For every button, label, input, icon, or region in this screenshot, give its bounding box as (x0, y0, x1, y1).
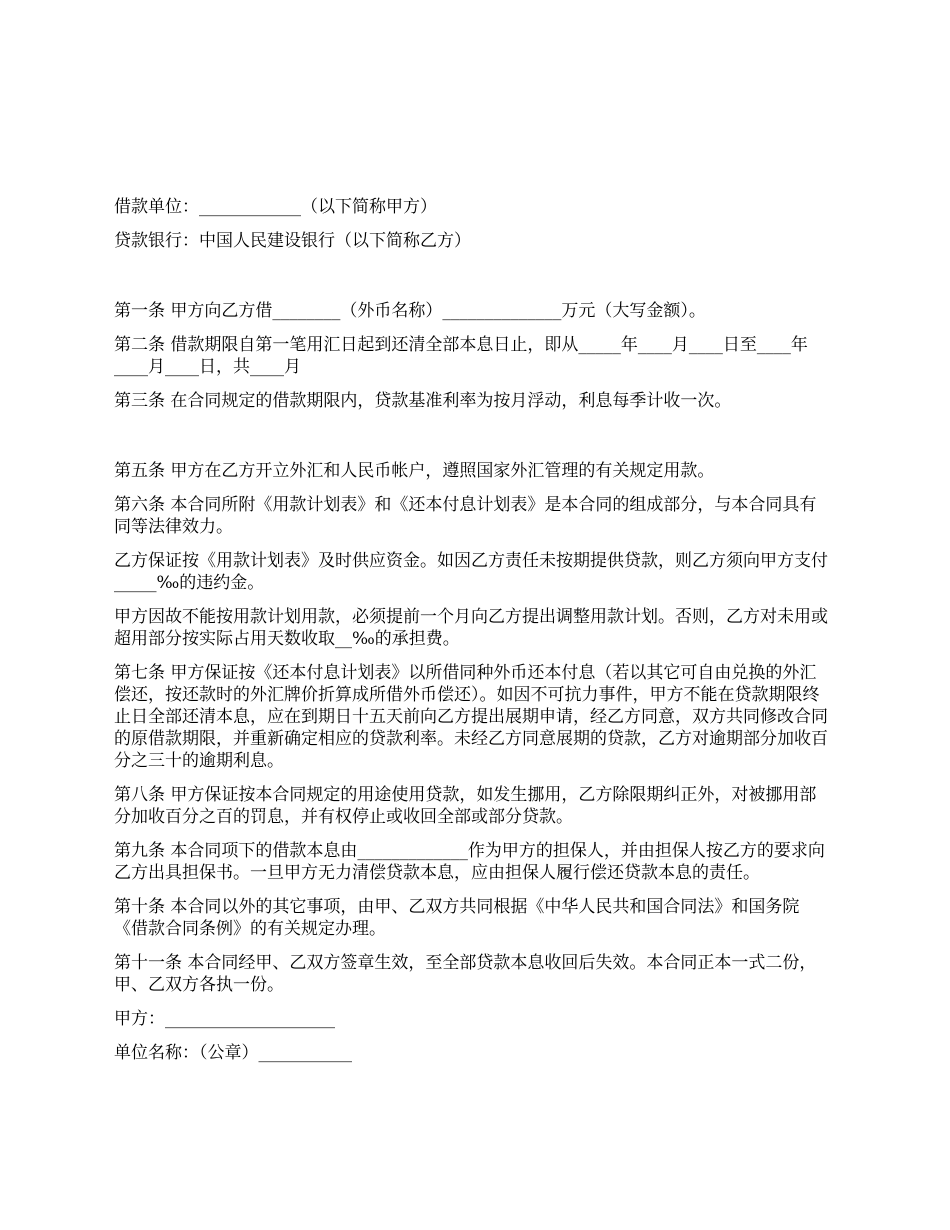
article-10: 第十条 本合同以外的其它事项，由甲、乙双方共同根据《中华人民共和国合同法》和国务院《借款合同条例》的有关规定办理。 (114, 897, 800, 939)
party-a-signature: 甲方：____________________ (114, 1009, 335, 1029)
article-6: 第六条 本合同所附《用款计划表》和《还本付息计划表》是本合同的组成部分，与本合同具有同等法律效力。 (114, 495, 817, 537)
article-11: 第十一条 本合同经甲、乙双方签章生效，至全部贷款本息收回后失效。本合同正本一式二份，甲、乙双方各执一份。 (114, 953, 817, 995)
contract-body (114, 196, 832, 1076)
unit-name-seal: 单位名称：（公章）___________ (114, 1043, 352, 1063)
article-6-paragraph-3: 甲方因故不能按用款计划用款，必须提前一个月向乙方提出调整用款计划。否则，乙方对未用或超用部分按实际占用天数收取__‰的承担费。 (114, 607, 828, 649)
article-8: 第八条 甲方保证按本合同规定的用途使用贷款，如发生挪用，乙方除限期纠正外，对被挪用部分加收百分之百的罚息，并有权停止或收回全部或部分贷款。 (114, 785, 817, 827)
article-7: 第七条 甲方保证按《还本付息计划表》以所借同种外币还本付息（若以其它可自由兑换的外汇偿还，按还款时的外汇牌价折算成所借外币偿还）。如因不可抗力事件，甲方不能在贷款期限终止日全部还清本息，应在到期日十五天前向乙方提出展期申请，经乙方同意，双方共同修改合同的原借款期限，并重新确定相应的贷款利率。未经乙方同意展期的贷款，乙方对逾期部分加收百分之三十的逾期利息。 (114, 663, 828, 771)
article-3: 第三条 在合同规定的借款期限内，贷款基准利率为按月浮动，利息每季计收一次。 (114, 391, 732, 411)
bank-line: 贷款银行：中国人民建设银行（以下简称乙方） (114, 231, 471, 251)
article-5: 第五条 甲方在乙方开立外汇和人民币帐户，遵照国家外汇管理的有关规定用款。 (114, 461, 715, 481)
spacer (114, 424, 832, 460)
article-1: 第一条 甲方向乙方借________（外币名称）______________万元（大写金额）。 (114, 301, 706, 321)
borrower-line: 借款单位：____________（以下简称甲方） (114, 197, 437, 217)
article-2: 第二条 借款期限自第一笔用汇日起到还清全部本息日止，即从_____年____月____日至____年____月____日，共____月 (114, 335, 808, 377)
spacer (114, 264, 832, 300)
article-6-paragraph-2: 乙方保证按《用款计划表》及时供应资金。如因乙方责任未按期提供贷款，则乙方须向甲方支付_____‰的违约金。 (114, 551, 828, 593)
article-9: 第九条 本合同项下的借款本息由_____________作为甲方的担保人，并由担保人按乙方的要求向乙方出具担保书。一旦甲方无力清偿贷款本息，应由担保人履行偿还贷款本息的责任。 (114, 841, 825, 883)
